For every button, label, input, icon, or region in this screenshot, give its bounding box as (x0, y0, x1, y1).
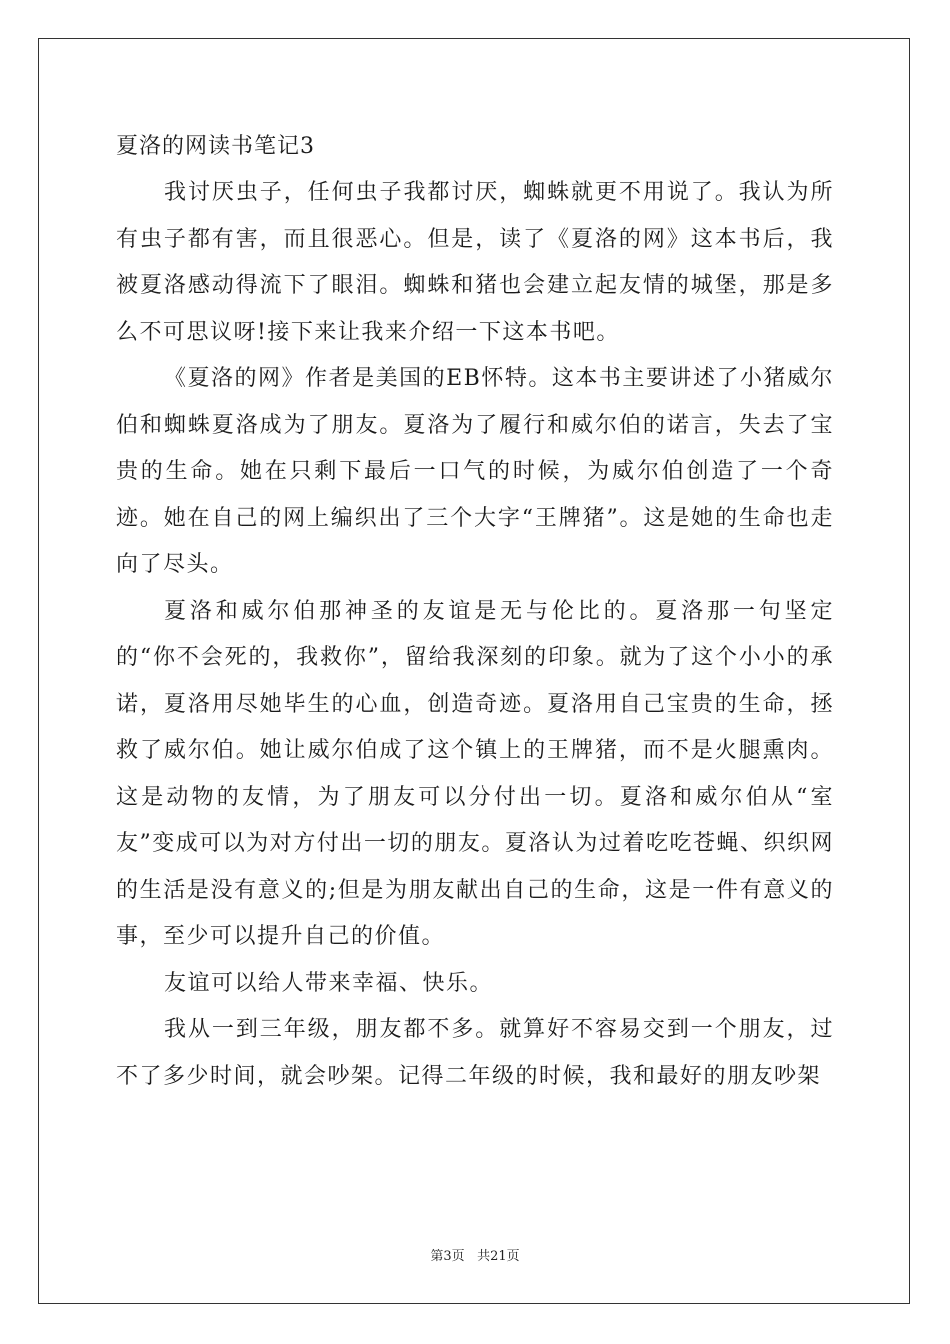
page-number: 第3页 (430, 1249, 465, 1264)
paragraph-1: 我讨厌虫子，任何虫子我都讨厌，蜘蛛就更不用说了。我认为所有虫子都有害，而且很恶心。但是，读了《夏洛的网》这本书后，我被夏洛感动得流下了眼泪。蜘蛛和猪也会建立起友情的城堡，那是多么不可思议呀!接下来让我来介绍一下这本书吧。 (116, 180, 834, 345)
page-footer (0, 1245, 950, 1264)
paragraph-5: 我从一到三年级，朋友都不多。就算好不容易交到一个朋友，过不了多少时间，就会吵架。记得二年级的时候，我和最好的朋友吵架 (116, 1017, 834, 1089)
page-total: 共21页 (477, 1249, 520, 1264)
paragraph-2: 《夏洛的网》作者是美国的EB怀特。这本书主要讲述了小猪威尔伯和蜘蛛夏洛成为了朋友。夏洛为了履行和威尔伯的诺言，失去了宝贵的生命。她在只剩下最后一口气的时候，为威尔伯创造了一个奇迹。她在自己的网上编织出了三个大字“王牌猪”。这是她的生命也走向了尽头。 (116, 366, 834, 577)
paragraph-4: 友谊可以给人带来幸福、快乐。 (164, 970, 494, 996)
document-title: 夏洛的网读书笔记3 (116, 134, 315, 159)
document-body (116, 124, 834, 1100)
paragraph-3: 夏洛和威尔伯那神圣的友谊是无与伦比的。夏洛那一句坚定的“你不会死的，我救你”，留给我深刻的印象。就为了这个小小的承诺，夏洛用尽她毕生的心血，创造奇迹。夏洛用自己宝贵的生命，拯救了威尔伯。她让威尔伯成了这个镇上的王牌猪，而不是火腿熏肉。这是动物的友情，为了朋友可以分付出一切。夏洛和威尔伯从“室友”变成可以为对方付出一切的朋友。夏洛认为过着吃吃苍蝇、织织网的生活是没有意义的;但是为朋友献出自己的生命，这是一件有意义的事，至少可以提升自己的价值。 (116, 598, 834, 949)
